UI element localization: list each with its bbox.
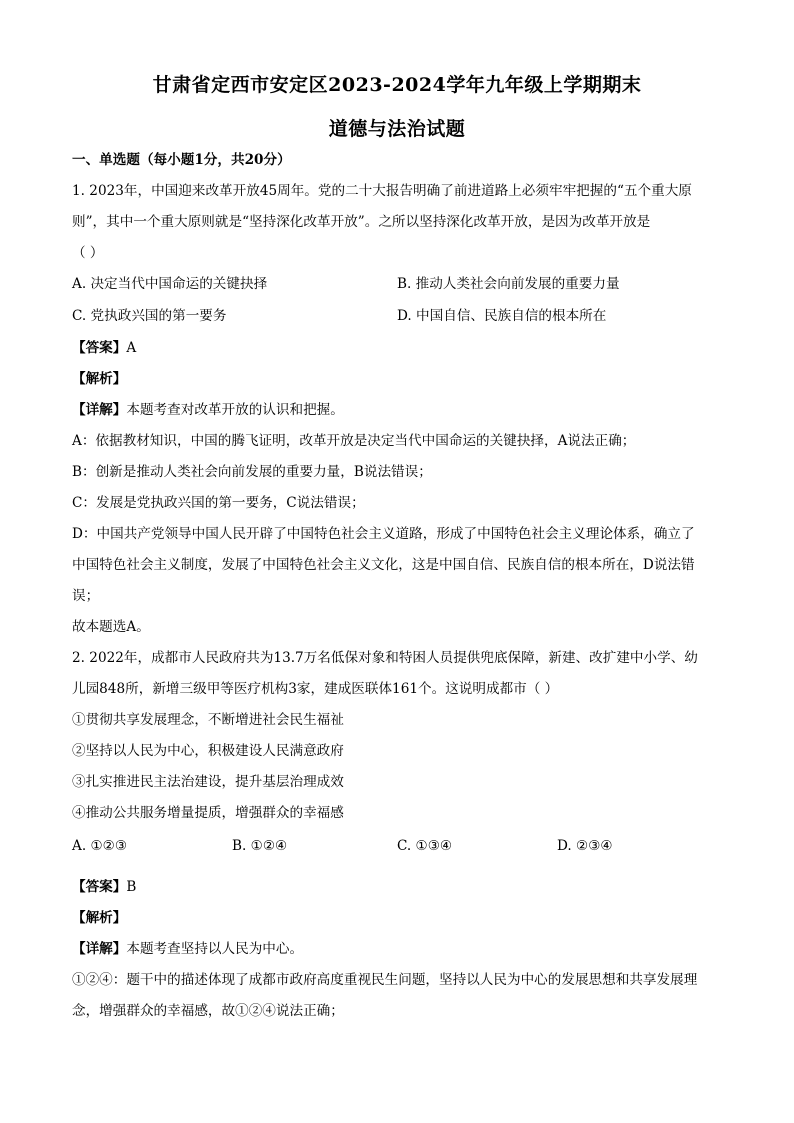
- q2-answer-value: B: [126, 879, 137, 895]
- q2-option-d: D. ②③④: [557, 838, 613, 854]
- q1-stem-line-2: 则”，其中一个重大原则就是“坚持深化改革开放”。之所以坚持深化改革开放，是因为改革开放是: [72, 214, 651, 230]
- q1-stem-line-3: （ ）: [72, 245, 104, 261]
- q1-answer-label: 【答案】: [72, 340, 127, 356]
- q2-detail-label: 【详解】: [72, 941, 127, 957]
- q1-option-b: B. 推动人类社会向前发展的重要力量: [397, 276, 620, 292]
- q2-explain-line-1: ①②④：题干中的描述体现了成都市政府高度重视民生问题，坚持以人民为中心的发展思想和共享发展理: [72, 972, 698, 988]
- q1-conclusion: 故本题选A。: [72, 619, 150, 635]
- q1-answer-value: A: [126, 340, 137, 356]
- q2-stem-line-2: 儿园848所，新增三级甲等医疗机构3家，建成医联体161个。这说明成都市（ ）: [72, 681, 559, 697]
- q1-option-a: A. 决定当代中国命运的关键抉择: [72, 276, 268, 292]
- q1-stem-line-1: 1. 2023年，中国迎来改革开放45周年。党的二十大报告明确了前进道路上必须牢牢把握的“五个重大原: [72, 183, 692, 199]
- q1-explain-c: C：发展是党执政兴国的第一要务，C说法错误；: [72, 495, 365, 511]
- q1-explain-a: A：依据教材知识，中国的腾飞证明，改革开放是决定当代中国命运的关键抉择，A说法正确；: [72, 433, 636, 449]
- q1-option-d: D. 中国自信、民族自信的根本所在: [397, 308, 607, 324]
- q2-detail: [72, 939, 303, 959]
- q2-detail-text: 本题考查坚持以人民为中心。: [126, 941, 304, 957]
- q2-answer-label: 【答案】: [72, 879, 127, 895]
- q1-detail-label: 【详解】: [72, 402, 127, 418]
- section-heading: 一、单选题（每小题1分，共20分）: [72, 152, 291, 168]
- document-subtitle: 道德与法治试题: [328, 118, 466, 140]
- q2-item-4: ④推动公共服务增量提质，增强群众的幸福感: [72, 805, 344, 821]
- q2-answer: [72, 877, 136, 897]
- document-title: 甘肃省定西市安定区2023-2024学年九年级上学期期末: [152, 74, 642, 96]
- q2-option-a: A. ①②③: [72, 838, 128, 854]
- q2-item-3: ③扎实推进民主法治建设，提升基层治理成效: [72, 774, 344, 790]
- q1-explain-d-line-3: 误；: [72, 588, 100, 604]
- q1-detail-text: 本题考查对改革开放的认识和把握。: [126, 402, 344, 418]
- q1-detail: [72, 400, 344, 420]
- q2-explain-line-2: 念，增强群众的幸福感，故①②④说法正确；: [72, 1003, 344, 1019]
- q1-explain-d-line-1: D：中国共产党领导中国人民开辟了中国特色社会主义道路，形成了中国特色社会主义理论体系，确立了: [72, 526, 695, 542]
- q1-analysis-label: 【解析】: [72, 371, 127, 387]
- q1-explain-b: B：创新是推动人类社会向前发展的重要力量，B说法错误；: [72, 464, 432, 480]
- q1-option-c: C. 党执政兴国的第一要务: [72, 308, 227, 324]
- q1-answer: [72, 338, 136, 358]
- q1-explain-d-line-2: 中国特色社会主义制度，发展了中国特色社会主义文化，这是中国自信、民族自信的根本所在，D说法错: [72, 557, 695, 573]
- q2-analysis-label: 【解析】: [72, 910, 127, 926]
- q2-stem-line-1: 2. 2022年，成都市人民政府共为13.7万名低保对象和特困人员提供兜底保障，新建、改扩建中小学、幼: [72, 650, 698, 666]
- q2-option-c: C. ①③④: [397, 838, 453, 854]
- q2-option-b: B. ①②④: [232, 838, 288, 854]
- q2-item-2: ②坚持以人民为中心，积极建设人民满意政府: [72, 743, 344, 759]
- q2-item-1: ①贯彻共享发展理念，不断增进社会民生福祉: [72, 712, 344, 728]
